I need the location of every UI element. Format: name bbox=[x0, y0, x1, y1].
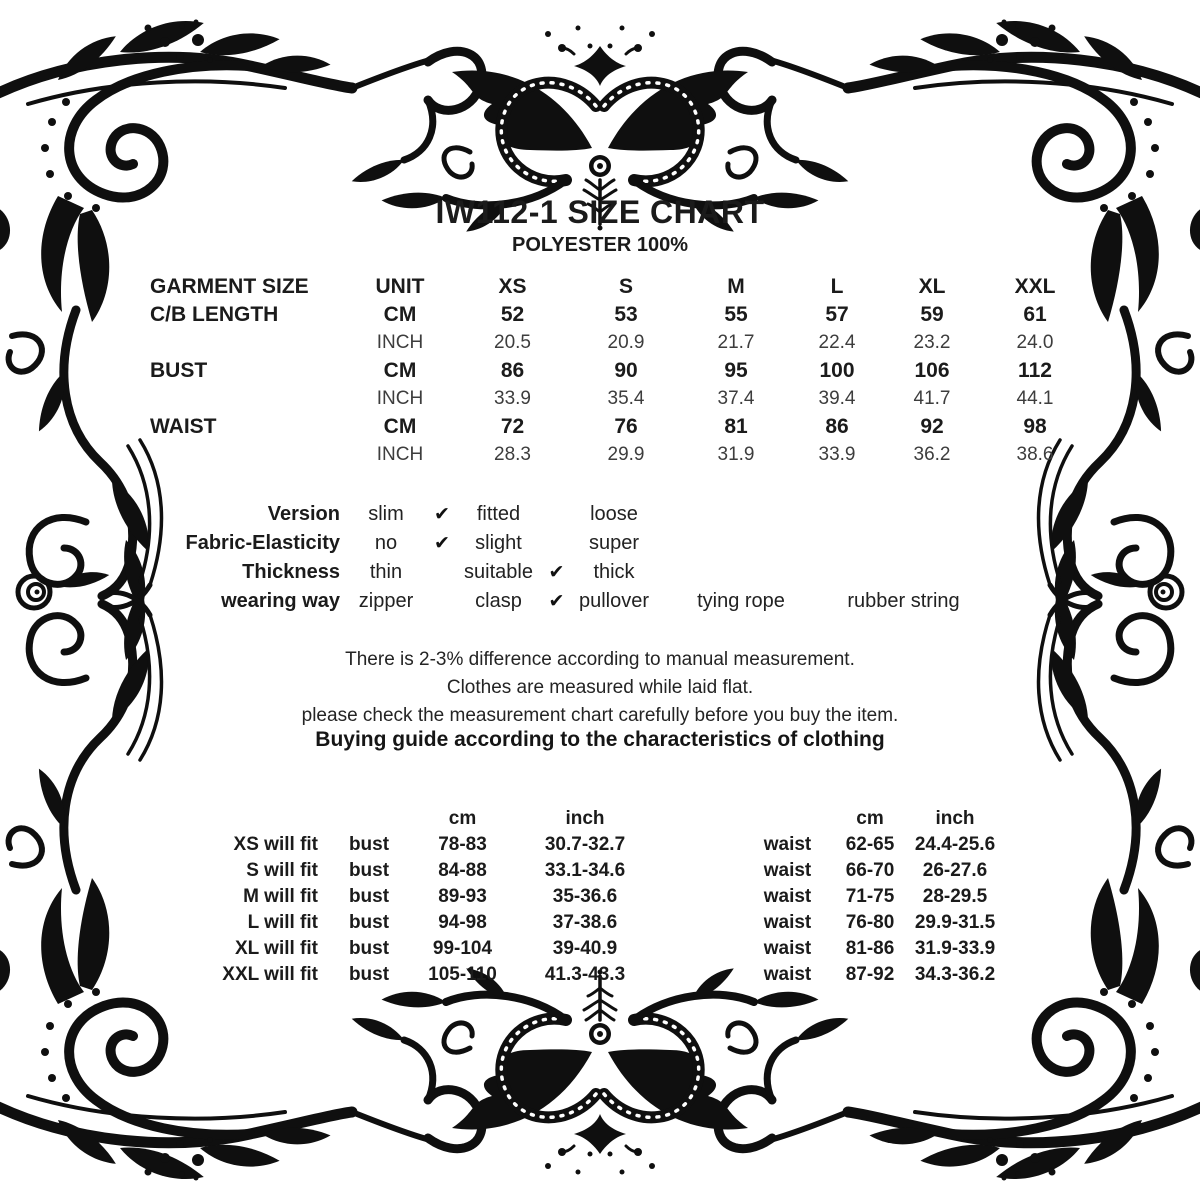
size-value: 41.7 bbox=[913, 388, 951, 409]
attribute-option bbox=[660, 529, 822, 558]
range-cm: 76-80 bbox=[845, 912, 895, 933]
spacer bbox=[665, 806, 735, 832]
spacer bbox=[665, 962, 735, 988]
attribute-label: Fabric-Elasticity bbox=[185, 532, 340, 554]
size-value: 21.7 bbox=[717, 332, 755, 353]
attribute-label: Version bbox=[267, 503, 340, 525]
page-title: IW112-1 SIZE CHART bbox=[435, 194, 765, 230]
range-cm: 81-86 bbox=[845, 938, 895, 959]
attribute-option: zipper bbox=[358, 590, 414, 612]
attribute-option bbox=[822, 500, 985, 529]
check-icon bbox=[545, 529, 568, 558]
measure-label: bust bbox=[348, 938, 390, 959]
column-header-xs: XS bbox=[498, 275, 527, 298]
fit-row-s bbox=[0, 858, 1200, 884]
table-row-bust-cm bbox=[150, 357, 1090, 385]
size-value: 81 bbox=[724, 415, 748, 438]
check-icon bbox=[545, 500, 568, 529]
range-cm: 94-98 bbox=[438, 912, 487, 933]
garment-size-table bbox=[150, 273, 1090, 469]
range-inch: 41.3-43.3 bbox=[544, 964, 626, 985]
fit-row-xxl bbox=[0, 962, 1200, 988]
spacer bbox=[665, 910, 735, 936]
attribute-option: suitable bbox=[464, 561, 533, 583]
row-label: C/B LENGTH bbox=[150, 303, 279, 326]
size-value: 37.4 bbox=[717, 388, 755, 409]
attribute-option: tying rope bbox=[697, 590, 785, 612]
column-header-l: L bbox=[830, 275, 844, 298]
range-cm: 66-70 bbox=[845, 860, 895, 881]
size-value: 92 bbox=[920, 415, 944, 438]
range-cm: 87-92 bbox=[845, 964, 895, 985]
table-row-bust-inch bbox=[150, 385, 1090, 413]
attribute-option: thin bbox=[369, 561, 403, 583]
attribute-option: pullover bbox=[578, 590, 650, 612]
check-icon: ✔ bbox=[434, 532, 450, 554]
row-label: WAIST bbox=[150, 415, 217, 438]
spacer bbox=[735, 806, 840, 832]
range-inch: 31.9-33.9 bbox=[914, 938, 996, 959]
note-line-2: Clothes are measured while laid flat. bbox=[446, 677, 754, 698]
size-value: 35.4 bbox=[607, 388, 645, 409]
table-row-cb-length-inch bbox=[150, 329, 1090, 357]
range-cm: 71-75 bbox=[845, 886, 895, 907]
range-inch: 26-27.6 bbox=[922, 860, 988, 881]
fit-row-xl bbox=[0, 936, 1200, 962]
size-value: 100 bbox=[819, 359, 855, 382]
unit-label: CM bbox=[383, 303, 417, 326]
column-header-cm: cm bbox=[856, 808, 884, 829]
attribute-row-version bbox=[0, 500, 1200, 529]
attribute-option: slight bbox=[475, 532, 522, 554]
range-cm: 84-88 bbox=[438, 860, 487, 881]
attribute-option: thick bbox=[593, 561, 635, 583]
column-header-s: S bbox=[618, 275, 633, 298]
row-label bbox=[150, 385, 345, 413]
fit-size-label: M will fit bbox=[243, 886, 318, 907]
range-inch: 29.9-31.5 bbox=[914, 912, 996, 933]
size-value: 55 bbox=[724, 303, 748, 326]
attribute-option: clasp bbox=[475, 590, 522, 612]
size-value: 44.1 bbox=[1016, 388, 1054, 409]
size-value: 61 bbox=[1023, 303, 1047, 326]
size-value: 28.3 bbox=[494, 444, 531, 465]
attribute-option bbox=[822, 558, 985, 587]
spacer bbox=[665, 832, 735, 858]
column-header-m: M bbox=[727, 275, 745, 298]
size-value: 53 bbox=[614, 303, 638, 326]
note-line-3: please check the measurement chart carefully before you buy the item. bbox=[301, 705, 899, 726]
size-value: 29.9 bbox=[607, 444, 645, 465]
size-value: 24.0 bbox=[1016, 332, 1054, 353]
attribute-option: slim bbox=[368, 503, 404, 525]
range-inch: 33.1-34.6 bbox=[544, 860, 626, 881]
size-value: 23.2 bbox=[913, 332, 951, 353]
range-cm: 105-110 bbox=[428, 964, 497, 985]
size-value: 98 bbox=[1023, 415, 1047, 438]
size-value: 38.6 bbox=[1016, 444, 1054, 465]
attribute-option: no bbox=[374, 532, 398, 554]
note-line-1: There is 2-3% difference according to manual measurement. bbox=[345, 649, 855, 670]
column-header-inch: inch bbox=[565, 808, 605, 829]
size-value: 33.9 bbox=[818, 444, 856, 465]
size-value: 112 bbox=[1018, 359, 1052, 382]
attribute-option bbox=[660, 558, 822, 587]
attribute-option: fitted bbox=[476, 503, 521, 525]
range-inch: 34.3-36.2 bbox=[914, 964, 996, 985]
check-icon: ✔ bbox=[548, 561, 565, 583]
spacer bbox=[318, 806, 420, 832]
measure-label: bust bbox=[348, 834, 390, 855]
size-value: 57 bbox=[825, 303, 849, 326]
size-value: 86 bbox=[500, 359, 525, 382]
unit-label: INCH bbox=[376, 444, 424, 465]
range-inch: 28-29.5 bbox=[922, 886, 988, 907]
measure-label: waist bbox=[763, 860, 812, 881]
check-icon bbox=[432, 587, 452, 616]
fit-size-label: S will fit bbox=[246, 860, 318, 881]
fit-row-l bbox=[0, 910, 1200, 936]
size-value: 95 bbox=[724, 359, 748, 382]
measure-label: bust bbox=[348, 912, 390, 933]
column-header-inch: inch bbox=[935, 808, 975, 829]
size-value: 20.5 bbox=[494, 332, 531, 353]
attribute-row-thickness bbox=[0, 558, 1200, 587]
measure-label: waist bbox=[763, 938, 812, 959]
attribute-row-fabric-elasticity bbox=[0, 529, 1200, 558]
measure-label: bust bbox=[348, 860, 390, 881]
table-row-cb-length-cm bbox=[150, 301, 1090, 329]
size-value: 72 bbox=[500, 415, 525, 438]
row-label: BUST bbox=[150, 359, 208, 382]
size-value: 39.4 bbox=[818, 388, 856, 409]
size-value: 86 bbox=[825, 415, 849, 438]
size-value: 20.9 bbox=[607, 332, 645, 353]
attribute-option: super bbox=[588, 532, 640, 554]
fit-guide-table bbox=[0, 806, 1200, 988]
attribute-label: Thickness bbox=[242, 561, 340, 583]
spacer bbox=[665, 884, 735, 910]
unit-label: CM bbox=[383, 415, 417, 438]
fit-row-m bbox=[0, 884, 1200, 910]
size-table-header-row bbox=[150, 273, 1090, 301]
range-inch: 30.7-32.7 bbox=[544, 834, 626, 855]
measurement-notes bbox=[0, 646, 1200, 730]
size-value: 76 bbox=[614, 415, 638, 438]
table-row-waist-cm bbox=[150, 413, 1090, 441]
fit-size-label: XXL will fit bbox=[222, 964, 318, 985]
attribute-row-wearing-way bbox=[0, 587, 1200, 616]
unit-label: CM bbox=[383, 359, 417, 382]
row-label bbox=[150, 329, 345, 357]
attribute-label: wearing way bbox=[221, 590, 340, 612]
attribute-option: rubber string bbox=[847, 590, 960, 612]
measure-label: waist bbox=[763, 964, 812, 985]
size-value: 52 bbox=[500, 303, 525, 326]
row-label bbox=[150, 441, 345, 469]
measure-label: waist bbox=[763, 834, 812, 855]
range-cm: 62-65 bbox=[845, 834, 895, 855]
range-inch: 24.4-25.6 bbox=[914, 834, 996, 855]
column-header-xl: XL bbox=[918, 275, 946, 298]
size-value: 33.9 bbox=[494, 388, 531, 409]
size-value: 22.4 bbox=[818, 332, 856, 353]
check-icon: ✔ bbox=[434, 503, 450, 525]
fit-size-label: XS will fit bbox=[233, 834, 318, 855]
measure-label: bust bbox=[348, 964, 390, 985]
measure-label: waist bbox=[763, 886, 812, 907]
size-value: 59 bbox=[920, 303, 944, 326]
attribute-option: loose bbox=[590, 503, 638, 525]
range-inch: 35-36.6 bbox=[552, 886, 618, 907]
attribute-option bbox=[822, 529, 985, 558]
size-value: 90 bbox=[614, 359, 638, 382]
measure-label: waist bbox=[763, 912, 812, 933]
size-value: 36.2 bbox=[913, 444, 951, 465]
check-icon: ✔ bbox=[548, 590, 565, 612]
column-header-cm: cm bbox=[448, 808, 477, 829]
unit-label: INCH bbox=[376, 332, 424, 353]
column-header-garment-size: GARMENT SIZE bbox=[150, 275, 309, 298]
column-header-unit: UNIT bbox=[375, 275, 425, 298]
spacer bbox=[665, 936, 735, 962]
spacer bbox=[0, 806, 318, 832]
measure-label: bust bbox=[348, 886, 390, 907]
size-value: 106 bbox=[914, 359, 950, 382]
attribute-option bbox=[660, 500, 822, 529]
fit-table-header-row bbox=[0, 806, 1200, 832]
fit-size-label: L will fit bbox=[247, 912, 318, 933]
size-value: 31.9 bbox=[717, 444, 755, 465]
range-inch: 37-38.6 bbox=[552, 912, 618, 933]
range-cm: 78-83 bbox=[438, 834, 487, 855]
unit-label: INCH bbox=[376, 388, 424, 409]
material-subtitle: POLYESTER 100% bbox=[511, 234, 688, 256]
column-header-xxl: XXL bbox=[1014, 275, 1056, 298]
fit-size-label: XL will fit bbox=[234, 938, 318, 959]
spacer bbox=[665, 858, 735, 884]
range-inch: 39-40.9 bbox=[552, 938, 618, 959]
range-cm: 99-104 bbox=[432, 938, 493, 959]
fit-row-xs bbox=[0, 832, 1200, 858]
buying-guide-heading: Buying guide according to the characteristics of clothing bbox=[315, 728, 885, 751]
attributes-section bbox=[0, 500, 1200, 616]
table-row-waist-inch bbox=[150, 441, 1090, 469]
range-cm: 89-93 bbox=[438, 886, 487, 907]
check-icon bbox=[432, 558, 452, 587]
